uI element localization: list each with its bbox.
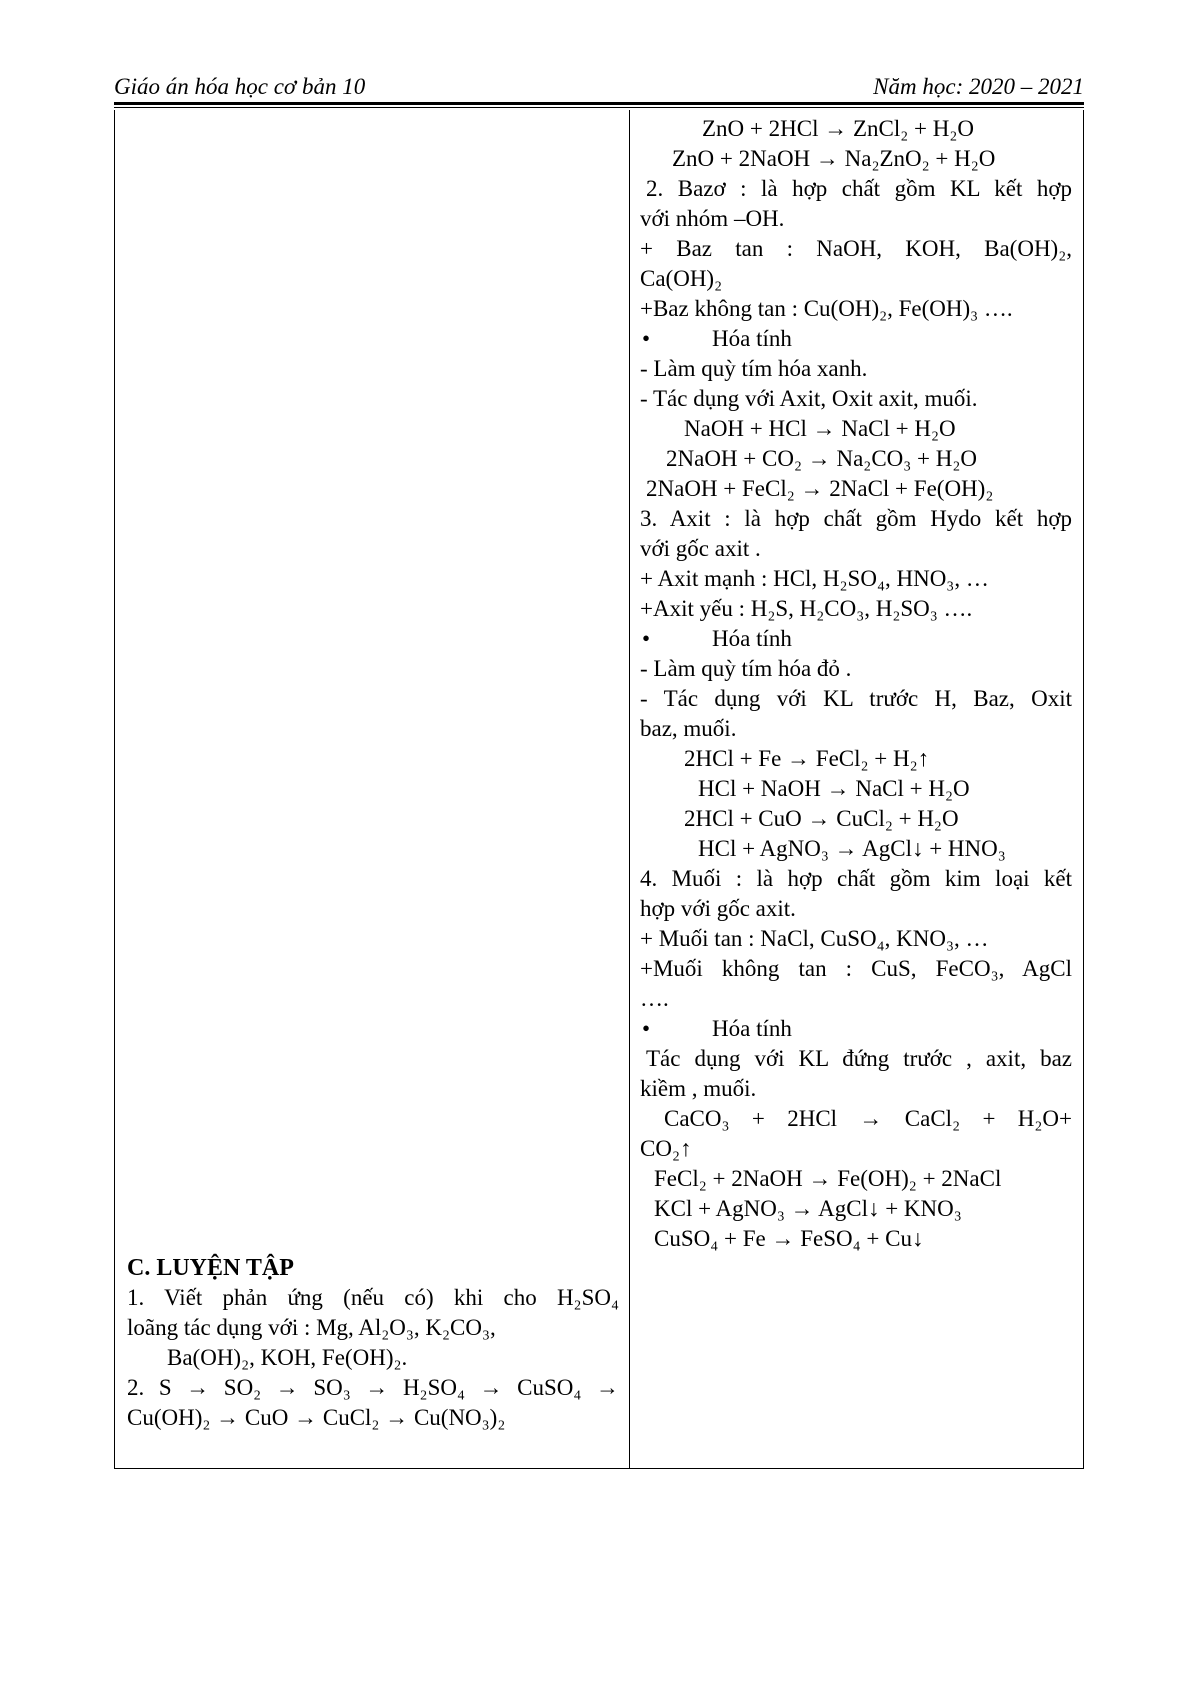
text-line: +Muối không tan : CuS, FeCO₃, AgCl (640, 956, 1072, 981)
equation-line: HCl + NaOH → NaCl + H₂O (698, 776, 970, 801)
text-line: kiềm , muối. (640, 1076, 757, 1101)
equation-line: 2HCl + Fe → FeCl₂ + H₂↑ (684, 746, 930, 771)
text-line: …. (640, 986, 669, 1011)
section-heading-axit: 3. Axit : là hợp chất gồm Hydo kết hợp (640, 506, 1072, 531)
header-rule-thin (114, 107, 1084, 108)
bullet-item (640, 1014, 1072, 1044)
text-line: - Tác dụng với KL trước H, Baz, Oxit (640, 686, 1072, 711)
equation-line: NaOH + HCl → NaCl + H₂O (684, 416, 956, 441)
text-line: hợp với gốc axit. (640, 896, 796, 921)
equation-line: 2NaOH + FeCl₂ → 2NaCl + Fe(OH)₂ (646, 476, 994, 501)
right-column (640, 114, 1072, 1254)
equation-line: CuSO₄ + Fe → FeSO₄ + Cu↓ (654, 1226, 924, 1251)
equation-line: CO₂↑ (640, 1136, 692, 1161)
text-line: + Baz tan : NaOH, KOH, Ba(OH)₂, (640, 236, 1072, 261)
bullet-icon: • (642, 626, 651, 651)
bullet-item (640, 324, 1072, 354)
section-heading-muoi: 4. Muối : là hợp chất gồm kim loại kết (640, 866, 1072, 891)
text-line: +Axit yếu : H₂S, H₂CO₃, H₂SO₃ …. (640, 596, 973, 621)
exercise-line: loãng tác dụng với : Mg, Al₂O₃, K₂CO₃, (127, 1315, 496, 1340)
bullet-label: Hóa tính (712, 626, 792, 651)
text-line: - Làm quỳ tím hóa xanh. (640, 356, 868, 381)
text-line: +Baz không tan : Cu(OH)₂, Fe(OH)₃ …. (640, 296, 1013, 321)
text-line: - Làm quỳ tím hóa đỏ . (640, 656, 852, 681)
bullet-item (640, 624, 1072, 654)
text-line: + Muối tan : NaCl, CuSO₄, KNO₃, … (640, 926, 989, 951)
text-line: baz, muối. (640, 716, 737, 741)
page-header (114, 70, 1084, 102)
equation-line: 2NaOH + CO₂ → Na₂CO₃ + H₂O (666, 446, 977, 471)
bullet-label: Hóa tính (712, 1016, 792, 1041)
equation-line: CaCO₃ + 2HCl → CaCl₂ + H₂O+ (664, 1106, 1072, 1131)
lesson-table (114, 110, 1084, 1469)
header-school-year: Năm học: 2020 – 2021 (873, 74, 1084, 99)
equation-line: ZnO + 2HCl → ZnCl₂ + H₂O (702, 116, 974, 141)
text-line: với gốc axit . (640, 536, 761, 561)
bullet-label: Hóa tính (712, 326, 792, 351)
text-line: Ca(OH)₂ (640, 266, 723, 291)
text-line: - Tác dụng với Axit, Oxit axit, muối. (640, 386, 978, 411)
equation-line: ZnO + 2NaOH → Na₂ZnO₂ + H₂O (672, 146, 996, 171)
bullet-icon: • (642, 1016, 651, 1041)
equation-line: 2HCl + CuO → CuCl₂ + H₂O (684, 806, 959, 831)
equation-line: HCl + AgNO₃ → AgCl↓ + HNO₃ (698, 836, 1006, 861)
header-title: Giáo án hóa học cơ bản 10 (114, 74, 366, 99)
section-heading-luyen-tap: C. LUYỆN TẬP (127, 1255, 294, 1281)
equation-line: KCl + AgNO₃ → AgCl↓ + KNO₃ (654, 1196, 962, 1221)
column-divider (629, 110, 630, 1468)
header-rule-thick (114, 102, 1084, 105)
equation-line: FeCl₂ + 2NaOH → Fe(OH)₂ + 2NaCl (654, 1166, 1002, 1191)
exercise-line: 2. S → SO₂ → SO₃ → H₂SO₄ → CuSO₄ → (127, 1375, 619, 1400)
exercise-line: Ba(OH)₂, KOH, Fe(OH)₂. (167, 1345, 408, 1370)
exercise-line: 1. Viết phản ứng (nếu có) khi cho H₂SO₄ (127, 1285, 619, 1310)
exercise-line: Cu(OH)₂ → CuO → CuCl₂ → Cu(NO₃)₂ (127, 1405, 506, 1430)
section-heading-bazo: 2. Bazơ : là hợp chất gồm KL kết hợp (646, 176, 1072, 201)
text-line: + Axit mạnh : HCl, H₂SO₄, HNO₃, … (640, 566, 989, 591)
left-column (127, 1253, 619, 1433)
bullet-icon: • (642, 326, 651, 351)
text-line: Tác dụng với KL đứng trước , axit, baz (646, 1046, 1072, 1071)
text-line: với nhóm –OH. (640, 206, 785, 231)
